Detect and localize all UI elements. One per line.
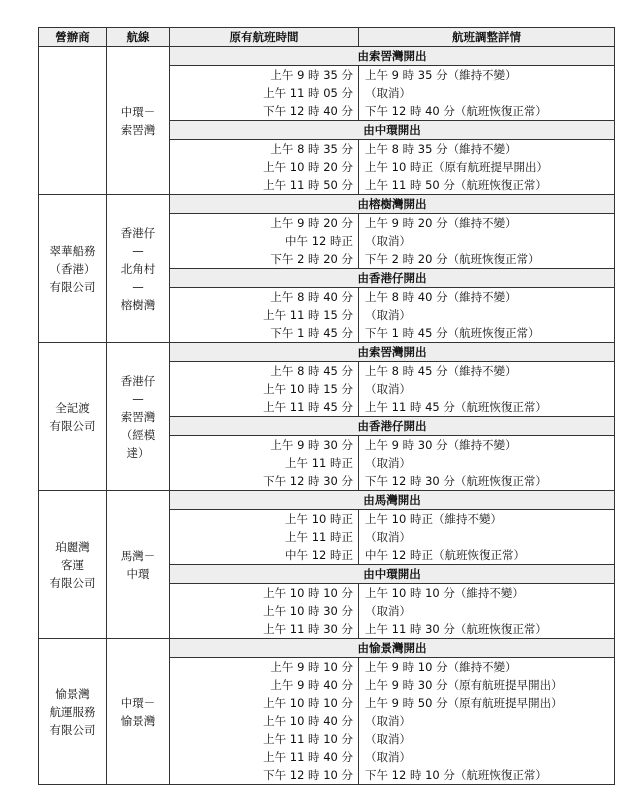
operator-name-line: 有限公司: [49, 279, 96, 294]
original-time-cell: 上午 10 時 30 分: [170, 602, 359, 620]
route-line: （經模: [120, 427, 156, 442]
adjustment-cell: 下午 12 時 30 分（航班恢復正常）: [359, 472, 615, 491]
adjustment-cell: 上午 9 時 35 分（維持不變）: [359, 66, 615, 85]
adjustment-cell: 上午 8 時 35 分（維持不變）: [359, 140, 615, 159]
header-original-time: 原有航班時間: [170, 28, 359, 47]
header-adjustment-details: 航班調整詳情: [359, 28, 615, 47]
adjustment-cell: 上午 10 時 10 分（維持不變）: [359, 584, 615, 603]
route-cell: [107, 195, 170, 343]
route-cell: [107, 343, 170, 491]
original-time-cell: 下午 1 時 45 分: [170, 324, 359, 343]
route-cell: [107, 491, 170, 639]
original-time-cell: 上午 9 時 20 分: [170, 214, 359, 233]
direction-row: [39, 491, 615, 510]
original-time-cell: 上午 8 時 40 分: [170, 288, 359, 307]
route-line: 中環－: [120, 104, 156, 119]
adjustment-cell: 上午 9 時 30 分（原有航班提早開出）: [359, 676, 615, 694]
adjustment-cell: （取消）: [359, 528, 615, 546]
direction-heading: 由索罟灣開出: [170, 47, 615, 66]
route-line: —: [132, 279, 144, 294]
original-time-cell: 中午 12 時正: [170, 546, 359, 565]
route-line: 達）: [126, 445, 150, 460]
route-line: 榕樹灣: [120, 297, 156, 312]
direction-row: [39, 47, 615, 66]
adjustment-cell: 上午 9 時 30 分（維持不變）: [359, 436, 615, 455]
direction-heading: 由中環開出: [170, 565, 615, 584]
adjustment-cell: （取消）: [359, 84, 615, 102]
header-route: 航線: [107, 28, 170, 47]
adjustment-cell: 上午 9 時 50 分（原有航班提早開出）: [359, 694, 615, 712]
route-line: 香港仔: [120, 373, 156, 388]
adjustment-cell: （取消）: [359, 232, 615, 250]
adjustment-cell: （取消）: [359, 380, 615, 398]
adjustment-cell: （取消）: [359, 602, 615, 620]
route-line: 索罟灣: [120, 409, 156, 424]
adjustment-cell: 下午 2 時 20 分（航班恢復正常）: [359, 250, 615, 269]
operator-cell: [39, 343, 107, 491]
direction-heading: 由愉景灣開出: [170, 639, 615, 658]
adjustment-cell: 上午 11 時 45 分（航班恢復正常）: [359, 398, 615, 417]
adjustment-cell: 上午 9 時 20 分（維持不變）: [359, 214, 615, 233]
operator-name-line: 航運服務: [49, 704, 96, 719]
original-time-cell: 上午 11 時 05 分: [170, 84, 359, 102]
original-time-cell: 上午 10 時 10 分: [170, 584, 359, 603]
original-time-cell: 中午 12 時正: [170, 232, 359, 250]
direction-row: [39, 343, 615, 362]
route-cell: [107, 47, 170, 195]
original-time-cell: 上午 9 時 10 分: [170, 658, 359, 677]
adjustment-cell: 下午 12 時 40 分（航班恢復正常）: [359, 102, 615, 121]
route-cell: [107, 639, 170, 785]
adjustment-cell: 上午 8 時 40 分（維持不變）: [359, 288, 615, 307]
route-line: 香港仔: [120, 225, 156, 240]
original-time-cell: 下午 12 時 40 分: [170, 102, 359, 121]
adjustment-cell: 上午 10 時正（原有航班提早開出）: [359, 158, 615, 176]
adjustment-cell: 上午 8 時 45 分（維持不變）: [359, 362, 615, 381]
adjustment-cell: 中午 12 時正（航班恢復正常）: [359, 546, 615, 565]
original-time-cell: 上午 9 時 35 分: [170, 66, 359, 85]
route-line: 愉景灣: [120, 713, 156, 728]
original-time-cell: 上午 8 時 35 分: [170, 140, 359, 159]
direction-row: [39, 195, 615, 214]
original-time-cell: 上午 11 時 40 分: [170, 748, 359, 766]
route-line: 北角村: [120, 261, 156, 276]
operator-name-line: 客運: [61, 557, 84, 572]
adjustment-cell: 上午 10 時正（維持不變）: [359, 510, 615, 529]
original-time-cell: 上午 11 時 30 分: [170, 620, 359, 639]
route-line: 中環: [126, 566, 150, 581]
operator-name-line: 全記渡: [55, 400, 90, 415]
direction-heading: 由香港仔開出: [170, 269, 615, 288]
original-time-cell: 上午 11 時 50 分: [170, 176, 359, 195]
original-time-cell: 下午 2 時 20 分: [170, 250, 359, 269]
original-time-cell: 上午 9 時 30 分: [170, 436, 359, 455]
original-time-cell: 下午 12 時 10 分: [170, 766, 359, 785]
adjustment-cell: 下午 1 時 45 分（航班恢復正常）: [359, 324, 615, 343]
direction-heading: 由香港仔開出: [170, 417, 615, 436]
direction-heading: 由索罟灣開出: [170, 343, 615, 362]
original-time-cell: 上午 11 時 15 分: [170, 306, 359, 324]
operator-cell: [39, 195, 107, 343]
direction-heading: 由中環開出: [170, 121, 615, 140]
adjustment-cell: （取消）: [359, 712, 615, 730]
original-time-cell: 上午 10 時 40 分: [170, 712, 359, 730]
adjustment-cell: 上午 11 時 50 分（航班恢復正常）: [359, 176, 615, 195]
original-time-cell: 上午 8 時 45 分: [170, 362, 359, 381]
operator-name-line: （香港）: [49, 261, 96, 276]
route-line: —: [132, 243, 144, 258]
operator-name-line: 有限公司: [49, 418, 96, 433]
original-time-cell: 上午 11 時 45 分: [170, 398, 359, 417]
operator-name-line: 翠華船務: [49, 243, 96, 258]
operator-name-line: 有限公司: [49, 575, 96, 590]
route-line: —: [132, 391, 144, 406]
ferry-schedule-table: [38, 27, 615, 785]
operator-cell: [39, 47, 107, 195]
original-time-cell: 上午 10 時 10 分: [170, 694, 359, 712]
original-time-cell: 上午 11 時正: [170, 528, 359, 546]
adjustment-cell: 上午 9 時 10 分（維持不變）: [359, 658, 615, 677]
operator-cell: [39, 639, 107, 785]
direction-heading: 由榕樹灣開出: [170, 195, 615, 214]
direction-row: [39, 639, 615, 658]
adjustment-cell: （取消）: [359, 454, 615, 472]
operator-cell: [39, 491, 107, 639]
adjustment-cell: （取消）: [359, 306, 615, 324]
original-time-cell: 上午 10 時正: [170, 510, 359, 529]
original-time-cell: 上午 9 時 40 分: [170, 676, 359, 694]
route-line: 索罟灣: [120, 122, 156, 137]
adjustment-cell: 上午 11 時 30 分（航班恢復正常）: [359, 620, 615, 639]
operator-name-line: 珀麗灣: [55, 539, 90, 554]
original-time-cell: 下午 12 時 30 分: [170, 472, 359, 491]
route-line: 中環－: [120, 695, 156, 710]
adjustment-cell: （取消）: [359, 748, 615, 766]
adjustment-cell: 下午 12 時 10 分（航班恢復正常）: [359, 766, 615, 785]
original-time-cell: 上午 11 時 10 分: [170, 730, 359, 748]
operator-name-line: 有限公司: [49, 722, 96, 737]
direction-heading: 由馬灣開出: [170, 491, 615, 510]
original-time-cell: 上午 10 時 20 分: [170, 158, 359, 176]
schedule-document: [38, 27, 615, 785]
original-time-cell: 上午 11 時正: [170, 454, 359, 472]
adjustment-cell: （取消）: [359, 730, 615, 748]
operator-name-line: 愉景灣: [55, 686, 90, 701]
header-row: [39, 28, 615, 47]
header-operator: 營辦商: [39, 28, 107, 47]
original-time-cell: 上午 10 時 15 分: [170, 380, 359, 398]
route-line: 馬灣－: [120, 548, 156, 563]
